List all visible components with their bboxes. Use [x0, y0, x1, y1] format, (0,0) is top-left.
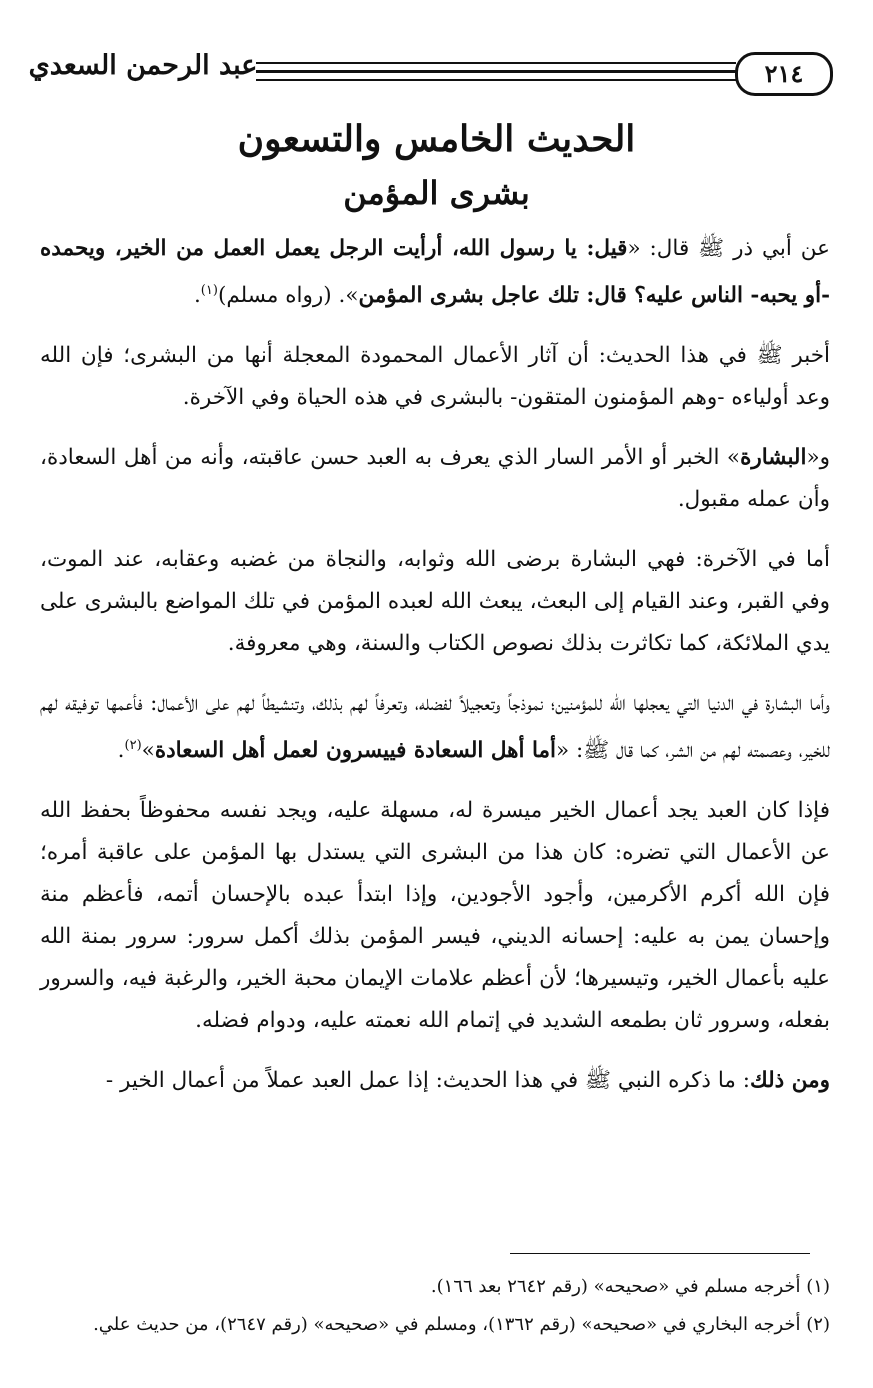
text-run: ». (رواه مسلم): [217, 283, 359, 309]
quoted-text: البشارة: [740, 445, 807, 471]
paragraph: [40, 790, 830, 1042]
quoted-text: قيل: يا رسول الله، أرأيت الرجل يعمل العمل من الخير، ويحمده -أو يحبه- الناس عليه؟ قال: تلك عاجل بشرى المؤمن: [40, 236, 830, 309]
footnote-separator: [510, 1253, 810, 1254]
footnote: (٢) أخرجه البخاري في «صحيحه» (رقم ١٣٦٢)، ومسلم في «صحيحه» (رقم ٢٦٤٧)، من حديث علي.: [93, 1314, 830, 1335]
author-name: عبد الرحمن السعدي: [28, 50, 258, 81]
hadith-subtitle: بشرى المؤمن: [343, 174, 530, 212]
footnote-marker: (٢): [124, 738, 142, 754]
text-run: .: [117, 738, 125, 764]
paragraph: [40, 1060, 830, 1102]
paragraph: [40, 437, 830, 521]
text-run: وأما البشارة في الدنيا التي يعجلها الله للمؤمنين؛ نموذجاً وتعجيلاً لفضله، وتعرفاً لهم بذلك، وتنشيطاً لهم على الأعمال: فأعمها توفيقه لهم للخير، وعصمته لهم من الشر، كما قال ﷺ: «: [40, 691, 830, 764]
hadith-title-block: [0, 112, 873, 214]
page-number: ٢١٤: [735, 52, 833, 96]
text-run: .: [193, 283, 201, 309]
header-rule-top: [256, 62, 736, 64]
text-run: » الخبر أو الأمر السار الذي يعرف به العبد حسن عاقبته، وأنه من أهل السعادة، وأن عمله مقبول.: [40, 445, 830, 513]
footnote-marker: (١): [200, 283, 218, 298]
quoted-text: أما أهل السعادة فييسرون لعمل أهل السعادة: [154, 738, 556, 764]
footnotes: [40, 1268, 830, 1344]
hadith-title: الحديث الخامس والتسعون: [237, 118, 636, 160]
text-run: »: [141, 738, 155, 764]
text-run: عن أبي ذر ﷺ قال: «: [627, 236, 830, 261]
paragraph: [40, 228, 830, 317]
text-run: أما في الآخرة: فهي البشارة برضى الله وثوابه، والنجاة من غضبه وعقابه، عند الموت، وفي القبر، وعند القيام إلى البعث، يبعث الله لعبده المؤمن في تلك المواضع بالبشرى على يدي الملائكة، كما تكاثرت بذلك نصوص الكتاب والسنة، وهي معروفة.: [40, 547, 830, 657]
header-rule-bottom: [256, 79, 736, 81]
page-header: [28, 40, 828, 100]
paragraph: [40, 335, 830, 419]
paragraph: [40, 683, 830, 772]
text-run: : ما ذكره النبي ﷺ في هذا الحديث: إذا عمل العبد عملاً من أعمال الخير -: [105, 1068, 750, 1094]
header-rule-middle: [256, 70, 736, 73]
text-run: أخبر ﷺ في هذا الحديث: أن آثار الأعمال المحمودة المعجلة أنها من البشرى؛ فإن الله وعد أولياءه -وهم المؤمنون المتقون- بالبشرى في هذه الحياة وفي الآخرة.: [40, 343, 830, 411]
quoted-text: ومن ذلك: [750, 1068, 830, 1094]
text-run: و«: [806, 445, 830, 471]
footnote: (١) أخرجه مسلم في «صحيحه» (رقم ٢٦٤٢ بعد ١٦٦).: [430, 1276, 830, 1297]
paragraph: [40, 539, 830, 665]
text-run: فإذا كان العبد يجد أعمال الخير ميسرة له، مسهلة عليه، ويجد نفسه محفوظاً بحفظ الله عن الأعمال التي تضره: كان هذا من البشرى التي يستدل بها المؤمن على عاقبة أمره؛ فإن الله أكرم الأكرمين، وأجود الأجودين، وإذا ابتدأ عبده بالإحسان أتمه، فأعظم منة وإحسان يمن به عليه: إحسانه الديني، فيسر المؤمن بذلك أكمل سرور: سرور بمنة الله عليه بأعمال الخير، وتيسيرها؛ لأن أعظم علامات الإيمان محبة الخير، والرغبة فيه، والسرور بفعله، وسرور ثان بطمعه الشديد في إتمام الله نعمته عليه، ودوام فضله.: [40, 798, 830, 1034]
body-text: [40, 228, 830, 1120]
